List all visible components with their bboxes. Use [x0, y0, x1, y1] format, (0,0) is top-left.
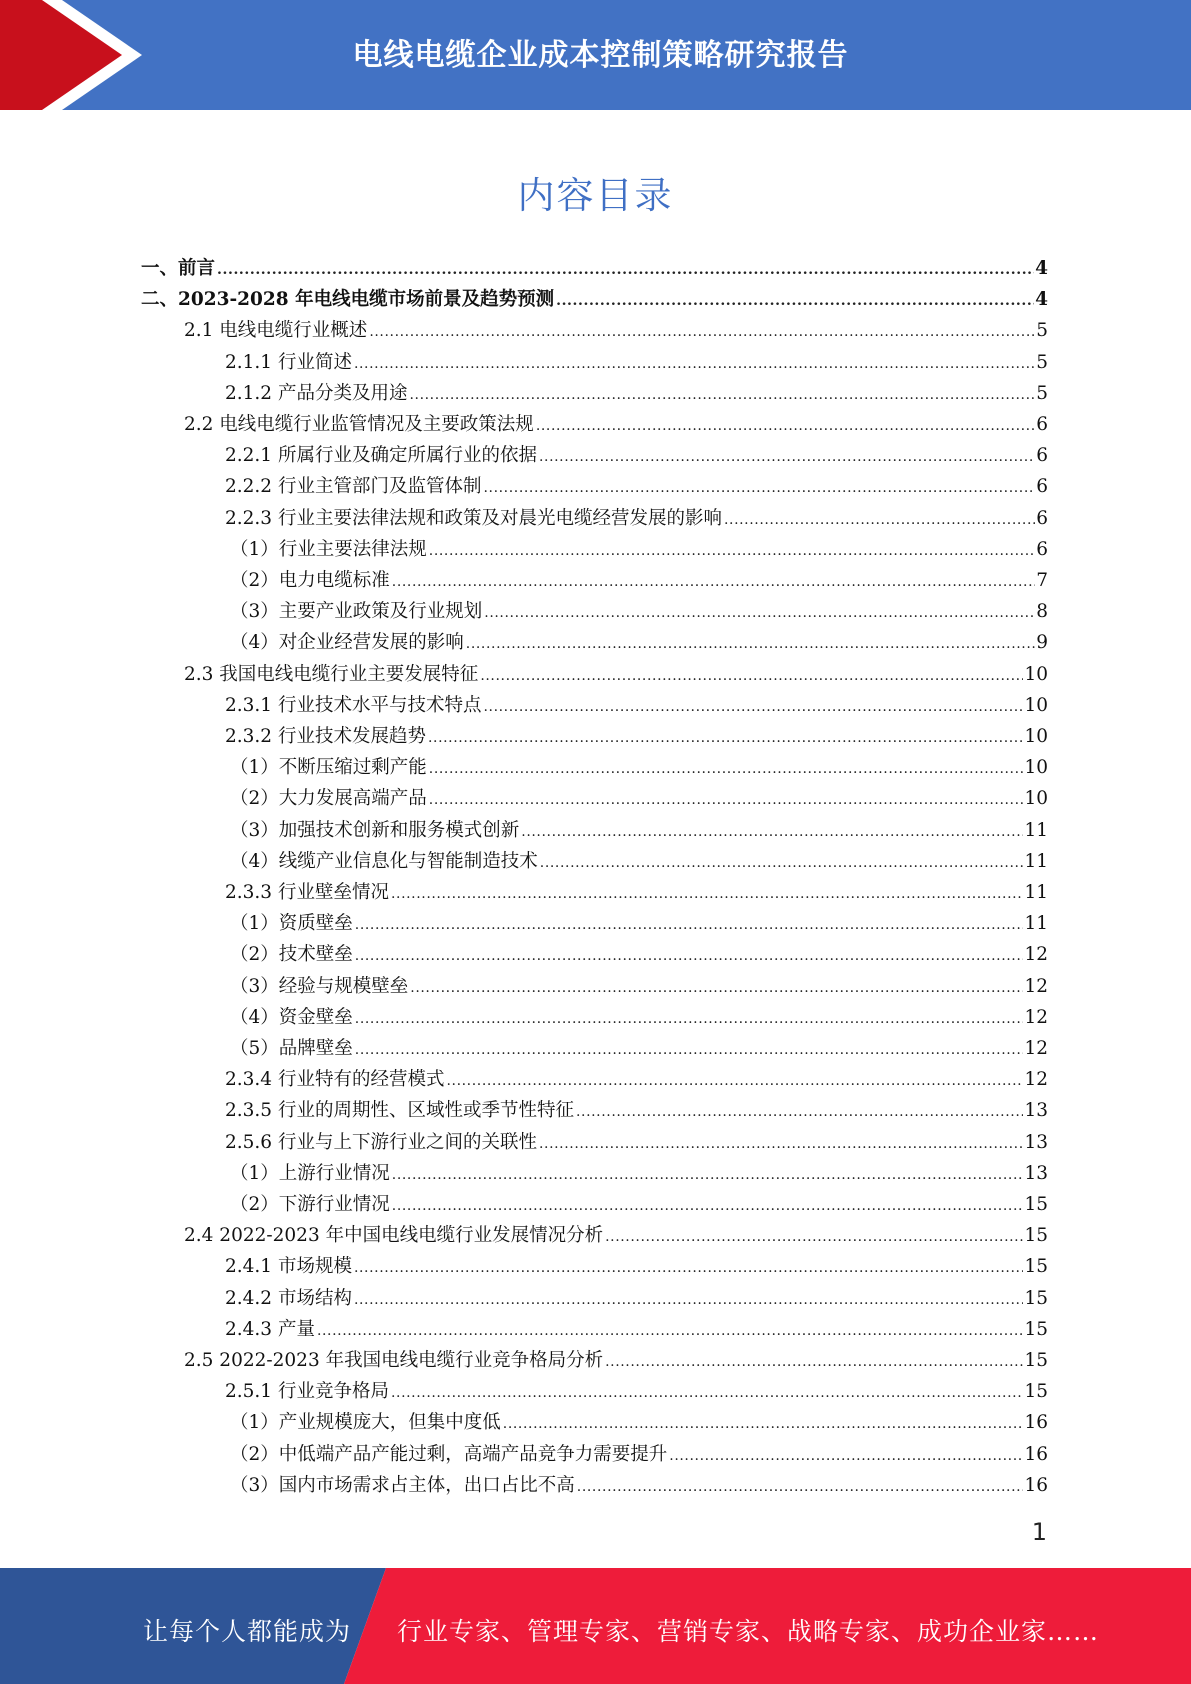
toc-entry-label: （2）电力电缆标准 [230, 570, 390, 591]
toc-leader-dots [503, 1417, 1024, 1431]
toc-entry-label: （4）对企业经营发展的影响 [230, 632, 464, 654]
toc-leader-dots [556, 294, 1034, 308]
toc-entry[interactable] [230, 784, 1048, 815]
toc-leader-dots [392, 1199, 1024, 1213]
toc-entry[interactable] [230, 1408, 1048, 1439]
toc-entry-page: 12 [1024, 1069, 1048, 1091]
toc-leader-dots [429, 793, 1024, 807]
toc-entry[interactable] [230, 909, 1048, 940]
toc-entry-label: 2.4.3 产量 [225, 1318, 315, 1340]
toc-entry[interactable] [230, 972, 1048, 1003]
toc-entry-label: （3）加强技术创新和服务模式创新 [230, 819, 520, 841]
toc-entry-label: 2.5.1 行业竞争格局 [225, 1381, 389, 1403]
toc-entry[interactable] [225, 1065, 1048, 1096]
toc-entry-label: （1）行业主要法律法规 [230, 538, 427, 560]
toc-leader-dots [391, 887, 1023, 901]
toc-leader-dots [410, 981, 1023, 995]
toc-leader-dots [483, 481, 1035, 495]
toc-entry-label: 2.3 我国电线电缆行业主要发展特征 [184, 663, 479, 685]
toc-entry[interactable] [184, 1346, 1048, 1377]
toc-leader-dots [354, 357, 1035, 371]
toc-entry-page: 16 [1024, 1443, 1048, 1465]
toc-entry-label: （1）产业规模庞大，但集中度低 [230, 1412, 501, 1434]
footer-band [0, 1568, 1191, 1684]
toc-entry-page: 13 [1024, 1131, 1048, 1153]
toc-entry-page: 10 [1024, 694, 1048, 716]
toc-entry[interactable] [184, 660, 1048, 691]
toc-entry[interactable] [230, 1471, 1048, 1502]
toc-entry-page: 15 [1024, 1381, 1048, 1403]
toc-entry-page: 15 [1024, 1350, 1048, 1371]
toc-entry-label: 2.2.1 所属行业及确定所属行业的依据 [225, 445, 537, 467]
toc-leader-dots [392, 1168, 1024, 1182]
header-band [0, 0, 1191, 110]
toc-entry-page: 10 [1024, 663, 1048, 685]
toc-entry-page: 15 [1024, 1318, 1048, 1340]
toc-entry-page: 9 [1036, 632, 1048, 654]
toc-entry-page: 11 [1024, 882, 1048, 903]
toc-entry-label: 2.2 电线电缆行业监管情况及主要政策法规 [184, 414, 534, 435]
toc-leader-dots [484, 606, 1035, 620]
toc-entry[interactable] [225, 1096, 1048, 1127]
toc-entry-label: （1）上游行业情况 [230, 1162, 390, 1184]
page-number: 1 [1031, 1518, 1047, 1546]
toc-entry[interactable] [225, 348, 1048, 379]
toc-leader-dots [355, 949, 1024, 963]
toc-entry[interactable] [230, 597, 1048, 628]
toc-leader-dots [540, 856, 1024, 870]
toc-entry-label: 2.5 2022-2023 年我国电线电缆行业竞争格局分析 [184, 1350, 604, 1371]
toc-leader-dots [539, 1137, 1023, 1151]
toc-entry[interactable] [230, 753, 1048, 784]
toc-entry[interactable] [225, 722, 1048, 753]
toc-entry[interactable] [184, 316, 1048, 347]
toc-entry-label: 2.4.2 市场结构 [225, 1287, 352, 1309]
toc-entry-page: 11 [1024, 913, 1048, 935]
toc-leader-dots [536, 419, 1035, 433]
toc-entry-page: 5 [1036, 351, 1048, 373]
toc-entry-page: 6 [1036, 538, 1048, 560]
toc-leader-dots [446, 1074, 1023, 1088]
toc-entry-page: 8 [1036, 601, 1048, 623]
toc-leader-dots [354, 1293, 1024, 1307]
toc-entry-label: 2.4.1 市场规模 [225, 1256, 352, 1278]
toc-entry-page: 4 [1035, 289, 1048, 311]
toc-entry[interactable] [225, 441, 1048, 472]
toc-entry-page: 12 [1024, 975, 1048, 997]
toc-leader-dots [354, 1261, 1024, 1275]
toc-entry[interactable] [225, 1252, 1048, 1283]
toc-entry-label: 2.3.5 行业的周期性、区域性或季节性特征 [225, 1100, 574, 1122]
toc-leader-dots [539, 450, 1035, 464]
toc-entry-page: 6 [1036, 445, 1048, 467]
toc-leader-dots [483, 700, 1023, 714]
toc-entry-page: 7 [1036, 570, 1048, 591]
toc-entry-label: （4）线缆产业信息化与智能制造技术 [230, 850, 538, 872]
toc-entry-label: （2）技术壁垒 [230, 944, 353, 966]
toc-entry[interactable] [141, 254, 1048, 285]
toc-leader-dots [391, 1386, 1023, 1400]
toc-leader-dots [428, 731, 1023, 745]
toc-leader-dots [217, 263, 1034, 277]
toc-leader-dots [429, 762, 1024, 776]
toc-entry[interactable] [230, 1190, 1048, 1221]
toc-leader-dots [521, 825, 1023, 839]
toc-entry[interactable] [230, 1440, 1048, 1471]
toc-entry[interactable] [225, 1128, 1048, 1159]
toc-entry[interactable] [225, 504, 1048, 535]
toc-leader-dots [317, 1324, 1024, 1338]
toc-entry-page: 15 [1024, 1287, 1048, 1309]
toc-leader-dots [466, 637, 1035, 651]
toc-entry-page: 12 [1024, 944, 1048, 966]
toc-entry-label: （5）品牌壁垒 [230, 1038, 353, 1059]
toc-leader-dots [355, 1043, 1024, 1057]
toc-entry-label: （2）中低端产品产能过剩，高端产品竞争力需要提升 [230, 1443, 668, 1465]
toc-entry-page: 16 [1024, 1412, 1048, 1434]
toc-entry-label: 2.3.2 行业技术发展趋势 [225, 726, 426, 747]
toc-leader-dots [429, 544, 1035, 558]
toc-entry-label: 二、2023-2028 年电线电缆市场前景及趋势预测 [141, 289, 555, 311]
toc-entry-page: 13 [1024, 1100, 1048, 1122]
toc-entry[interactable] [141, 285, 1048, 316]
toc-entry-label: 2.3.4 行业特有的经营模式 [225, 1069, 445, 1091]
toc-entry-label: 2.1 电线电缆行业概述 [184, 320, 368, 342]
toc-entry-label: 2.4 2022-2023 年中国电线电缆行业发展情况分析 [184, 1225, 604, 1247]
toc-entry-label: （3）国内市场需求占主体，出口占比不高 [230, 1474, 575, 1496]
toc-leader-dots [409, 388, 1035, 402]
toc-entry[interactable] [225, 472, 1048, 503]
toc-entry-page: 15 [1024, 1194, 1048, 1215]
toc-entry-page: 10 [1024, 788, 1048, 810]
toc-entry-label: （1）不断压缩过剩产能 [230, 757, 427, 779]
toc-entry-label: 2.1.1 行业简述 [225, 351, 352, 373]
toc-entry-label: （2）大力发展高端产品 [230, 788, 427, 810]
toc-leader-dots [576, 1105, 1023, 1119]
toc-entry-label: （3）经验与规模壁垒 [230, 975, 409, 997]
toc-entry[interactable] [184, 410, 1048, 441]
toc-entry[interactable] [225, 1284, 1048, 1315]
toc-entry[interactable] [225, 691, 1048, 722]
toc-entry[interactable] [230, 535, 1048, 566]
toc-entry-page: 12 [1024, 1006, 1048, 1028]
toc-entry-label: （3）主要产业政策及行业规划 [230, 601, 483, 623]
toc-entry-label: 2.2.2 行业主管部门及监管体制 [225, 476, 482, 498]
toc-entry-page: 16 [1024, 1474, 1048, 1496]
toc-leader-dots [480, 669, 1023, 683]
toc-leader-dots [605, 1230, 1023, 1244]
toc-entry-page: 11 [1024, 850, 1048, 872]
toc-entry-page: 10 [1024, 757, 1048, 779]
toc-leader-dots [724, 513, 1035, 527]
toc-entry-page: 12 [1024, 1038, 1048, 1059]
toc-entry[interactable] [230, 1159, 1048, 1190]
toc-entry[interactable] [230, 847, 1048, 878]
toc-entry-label: 2.5.6 行业与上下游行业之间的关联性 [225, 1131, 537, 1153]
toc-entry-page: 15 [1024, 1225, 1048, 1247]
footer-slogan-left: 让每个人都能成为 [143, 1617, 352, 1646]
toc-entry[interactable] [225, 379, 1048, 410]
toc-leader-dots [355, 918, 1024, 932]
toc-entry-label: 2.2.3 行业主要法律法规和政策及对晨光电缆经营发展的影响 [225, 507, 722, 529]
toc-entry-label: （4）资金壁垒 [230, 1006, 353, 1028]
footer-slogan-right: 行业专家、管理专家、营销专家、战略专家、成功企业家…… [397, 1617, 1100, 1646]
report-title: 电线电缆企业成本控制策略研究报告 [352, 38, 849, 73]
toc-leader-dots [605, 1355, 1023, 1369]
toc-entry-page: 5 [1036, 320, 1048, 342]
toc-leader-dots [669, 1449, 1023, 1463]
toc-entry[interactable] [230, 940, 1048, 971]
toc-entry-page: 6 [1036, 414, 1048, 435]
toc-leader-dots [392, 575, 1035, 589]
toc-entry[interactable] [225, 1315, 1048, 1346]
toc-entry-page: 6 [1036, 476, 1048, 498]
toc-entry-label: （2）下游行业情况 [230, 1194, 390, 1215]
toc-leader-dots [577, 1480, 1024, 1494]
toc-entry[interactable] [225, 1377, 1048, 1408]
toc-entry-page: 15 [1024, 1256, 1048, 1278]
toc-entry-label: 一、前言 [141, 258, 216, 279]
toc-entry[interactable] [184, 1221, 1048, 1252]
toc-entry-label: 2.3.3 行业壁垒情况 [225, 882, 389, 903]
toc-entry-page: 11 [1024, 819, 1048, 841]
toc-leader-dots [355, 1012, 1024, 1026]
toc-entry-page: 5 [1036, 382, 1048, 404]
toc-entry[interactable] [230, 1034, 1048, 1065]
toc-leader-dots [369, 325, 1035, 339]
toc-entry-page: 13 [1024, 1162, 1048, 1184]
toc-heading: 内容目录 [517, 174, 674, 217]
toc-entry-label: （1）资质壁垒 [230, 913, 353, 935]
toc-entry[interactable] [230, 628, 1048, 659]
toc-entry-page: 6 [1036, 507, 1048, 529]
toc-entry[interactable] [225, 878, 1048, 909]
toc-entry-page: 10 [1024, 726, 1048, 747]
toc-entry-label: 2.3.1 行业技术水平与技术特点 [225, 694, 482, 716]
toc-entry[interactable] [230, 1003, 1048, 1034]
toc-entry-label: 2.1.2 产品分类及用途 [225, 382, 408, 404]
toc-entry[interactable] [230, 816, 1048, 847]
toc-entry-page: 4 [1035, 258, 1048, 279]
toc-entry[interactable] [230, 566, 1048, 597]
